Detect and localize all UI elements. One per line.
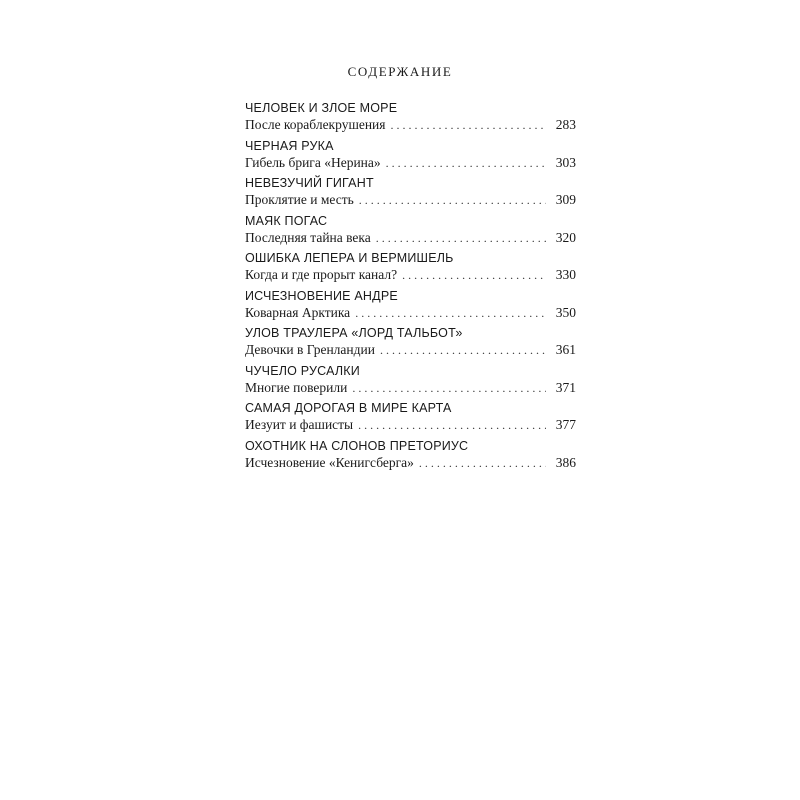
dot-leader [402, 267, 546, 284]
page-number: 330 [555, 267, 576, 282]
page-number: 361 [555, 342, 576, 357]
page-number: 377 [555, 417, 576, 432]
dot-leader [386, 155, 546, 172]
section-heading: САМАЯ ДОРОГАЯ В МИРЕ КАРТА [245, 401, 452, 415]
toc-entry[interactable] [245, 191, 576, 209]
toc-entry[interactable] [245, 454, 576, 472]
entry-title: Иезуит и фашисты [245, 417, 354, 432]
toc-section [245, 250, 576, 288]
section-heading: НЕВЕЗУЧИЙ ГИГАНТ [245, 176, 374, 190]
toc-entry[interactable] [245, 416, 576, 434]
toc-section [245, 213, 576, 251]
page-title: СОДЕРЖАНИЕ [347, 64, 453, 79]
toc-entry[interactable] [245, 341, 576, 359]
dot-leader [419, 455, 546, 472]
toc-section [245, 138, 576, 176]
toc-entry[interactable] [245, 229, 576, 247]
toc-section [245, 400, 576, 438]
entry-title: Исчезновение «Кенигсберга» [245, 454, 414, 470]
page-number: 350 [555, 304, 576, 320]
section-heading: ЧУЧЕЛО РУСАЛКИ [245, 363, 360, 378]
entry-title: Проклятие и месть [245, 192, 354, 207]
toc-section [245, 288, 576, 326]
section-heading: ЧЕЛОВЕК И ЗЛОЕ МОРЕ [245, 101, 398, 115]
section-heading: ИСЧЕЗНОВЕНИЕ АНДРЕ [245, 288, 398, 303]
dot-leader [390, 117, 546, 134]
section-heading: УЛОВ ТРАУЛЕРА «ЛОРД ТАЛЬБОТ» [245, 326, 463, 340]
section-heading: ОХОТНИК НА СЛОНОВ ПРЕТОРИУС [245, 438, 469, 453]
page-number: 309 [555, 192, 576, 207]
toc-section [245, 100, 576, 138]
entry-title: После кораблекрушения [245, 117, 386, 132]
toc-entry[interactable] [245, 154, 576, 172]
page-number: 283 [555, 117, 576, 132]
toc-section [245, 175, 576, 213]
dot-leader [376, 230, 546, 247]
toc-entry[interactable] [245, 116, 576, 134]
dot-leader [359, 192, 546, 209]
section-heading: МАЯК ПОГАС [245, 213, 328, 228]
entry-title: Коварная Арктика [245, 304, 351, 320]
toc-entry[interactable] [245, 266, 576, 284]
section-heading: ОШИБКА ЛЕПЕРА И ВЕРМИШЕЛЬ [245, 251, 454, 265]
dot-leader [355, 305, 546, 322]
entry-title: Гибель брига «Нерина» [245, 154, 381, 170]
section-heading: ЧЕРНАЯ РУКА [245, 138, 334, 153]
toc-section [245, 325, 576, 363]
page-number: 386 [555, 454, 576, 470]
entry-title: Когда и где прорыт канал? [245, 267, 398, 282]
toc-entry[interactable] [245, 304, 576, 322]
page-number: 320 [555, 229, 576, 245]
dot-leader [352, 380, 546, 397]
page-number: 371 [555, 379, 576, 395]
dot-leader [380, 342, 546, 359]
toc-section [245, 438, 576, 476]
toc-entry[interactable] [245, 379, 576, 397]
dot-leader [358, 417, 546, 434]
toc-section [245, 363, 576, 401]
entry-title: Последняя тайна века [245, 229, 371, 245]
entry-title: Многие поверили [245, 379, 348, 395]
entry-title: Девочки в Гренландии [245, 342, 375, 357]
page-number: 303 [555, 154, 576, 170]
table-of-contents [245, 100, 576, 475]
